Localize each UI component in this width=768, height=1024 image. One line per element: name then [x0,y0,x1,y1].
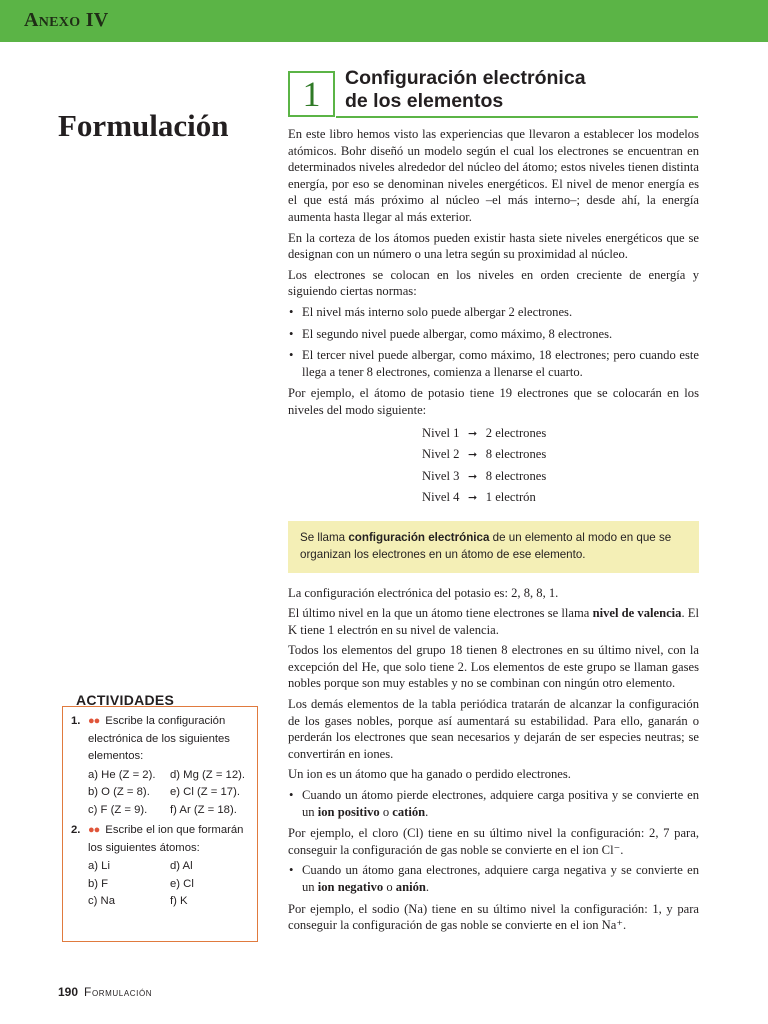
difficulty-dots-icon: ●● [88,824,100,836]
list-item: • El nivel más interno solo puede albergar 2 electrones. [288,304,699,321]
level-name: Nivel 2 [422,447,460,461]
option: e) Cl (Z = 17). [170,786,240,798]
arrow-icon: ➞ [467,427,478,440]
footer-section: Formulación [84,985,153,999]
cation-list [288,787,699,820]
level-value: 8 electrones [485,447,547,461]
arrow-icon: ➞ [467,470,478,483]
text: . [425,880,430,894]
section-title [345,67,586,113]
paragraph-levels: En la corteza de los átomos pueden existir hasta siete niveles energéticos que se designan con un número o una letra según su proximidad al núcleo. [288,230,699,262]
section-number: 1 [288,71,335,117]
text: o [379,804,393,819]
difficulty-dots-icon: ●● [88,715,100,727]
text: . [425,804,429,819]
option: d) Al [170,860,193,872]
exercise-options [88,858,260,911]
paragraph-sodium-example: Por ejemplo, el sodio (Na) tiene en su último nivel la configuración: 1, y para conseguir la configuración de gas noble se convierte en el ion Na⁺. [288,901,699,933]
option: a) He (Z = 2). [88,768,156,781]
cation-term: ion positivo [317,804,380,819]
arrow-icon: ➞ [467,449,478,461]
header-bar [0,0,768,42]
activities-box [62,706,258,942]
list-item: • El tercer nivel puede albergar, como máximo, 18 electrones; pero cuando este llega a tener 8 electrones, comienza a llenarse el cuarto. [288,347,699,380]
page-number: 190 [58,985,79,999]
anion-term: ion negativo [317,880,384,894]
level-value: 2 electrones [485,425,547,440]
list-item: • El segundo nivel puede albergar, como máximo, 8 electrones. [288,326,699,343]
option: c) Na [88,895,115,907]
definition-text: de un elemento al modo en que se organizan los electrones en un átomo de ese elemento. [300,530,672,561]
exercise-2 [71,822,251,914]
level-name: Nivel 4 [422,490,460,504]
option: d) Mg (Z = 12). [170,768,246,781]
level-name: Nivel 1 [422,425,460,440]
exercise-1 [71,713,251,822]
option: c) F (Z = 9). [88,803,148,816]
option: b) F [88,877,109,890]
arrow-icon: ➞ [467,492,478,504]
section-rule [336,116,698,118]
definition-text: Se llama [300,530,349,544]
definition-term: configuración electrónica [348,530,490,544]
text: . El K tiene 1 electrón en su nivel de valencia. [288,606,699,637]
level-row [422,444,699,466]
level-row [422,423,699,445]
level-row [422,466,699,488]
paragraph-ions: Los demás elementos de la tabla periódica tratarán de alcanzar la configuración de los gases nobles, porque así aumentará su estabilidad. Para ello, ganarán o perderán los electrones que sean necesarios y dejarán de ser especies neutras; se convertirán en iones. [288,697,699,761]
paragraph-potassium-example: Por ejemplo, el átomo de potasio tiene 19 electrones que se colocarán en los niveles del modo siguiente: [288,386,699,417]
paragraph-ion-definition: Un ion es un átomo que ha ganado o perdido electrones. [288,767,571,782]
section-title-line-1: Configuración electrónica [345,67,586,89]
rules-list [288,304,699,380]
list-item [288,862,699,895]
text: El último nivel en la que un átomo tiene electrones se llama [288,606,593,621]
potassium-levels [422,423,699,509]
option: f) Ar (Z = 18). [170,803,237,816]
paragraph-intro: En este libro hemos visto las experiencias que llevaron a establecer los modelos atómicos. Bohr diseñó un modelo según el cual los electrones se encuentran en determinados niveles alrededor del núcleo del átomo; estos niveles tienen distinta energía, por eso se denominan niveles energéticos. El nivel de menor energía es el que está más próximo al núcleo –el más interno–; desde ahí, la energía aumenta hasta llegar al más exterior. [288,127,699,224]
anion-list [288,862,699,895]
option: b) O (Z = 8). [88,786,150,798]
section-title-line-2: de los elementos [345,90,504,112]
level-value: 1 electrón [485,490,536,504]
paragraph-potassium-config: La configuración electrónica del potasio es: 2, 8, 8, 1. [288,585,559,600]
main-text [288,126,699,938]
page-title: Formulación [58,108,229,143]
activities-title: ACTIVIDADES [76,692,175,708]
paragraph-rules-intro: Los electrones se colocan en los niveles en orden creciente de energía y siguiendo ciertas normas: [288,267,699,299]
text: o [383,880,396,894]
annex-label: Anexo IV [24,9,109,31]
exercise-options [88,767,260,820]
valence-term: nivel de valencia [592,606,682,621]
definition-box [288,521,699,573]
exercise-number: 1. [71,715,81,727]
paragraph-valence [288,605,699,638]
level-value: 8 electrones [485,468,547,483]
option: f) K [170,895,188,907]
level-name: Nivel 3 [422,468,460,483]
paragraph-noble-gases: Todos los elementos del grupo 18 tienen 8 electrones en su último nivel, con la excepción del He, que solo tiene 2. Los elementos de este grupo se llaman gases nobles porque son muy estables y no se combinan con ningún otro elemento. [288,643,699,691]
text: Cuando un átomo gana electrones, adquiere carga negativa y se convierte en un [302,863,699,894]
page-footer [58,985,152,999]
exercise-text: Escribe el ion que formarán los siguientes átomos: [88,824,244,854]
text: Cuando un átomo pierde electrones, adquiere carga positiva y se convierte en un [302,788,699,819]
paragraph-chlorine-example: Por ejemplo, el cloro (Cl) tiene en su último nivel la configuración: 2, 7 para, conseguir la configuración de gas noble se convierte en el ion Cl⁻. [288,826,699,857]
exercise-number: 2. [71,824,81,836]
cation-term: catión [392,804,426,819]
anion-term: anión [395,880,426,894]
list-item [288,787,699,820]
option: e) Cl [170,877,194,890]
exercise-text: Escribe la configuración electrónica de los siguientes elementos: [88,715,230,762]
option: a) Li [88,860,110,872]
level-row [422,487,699,509]
